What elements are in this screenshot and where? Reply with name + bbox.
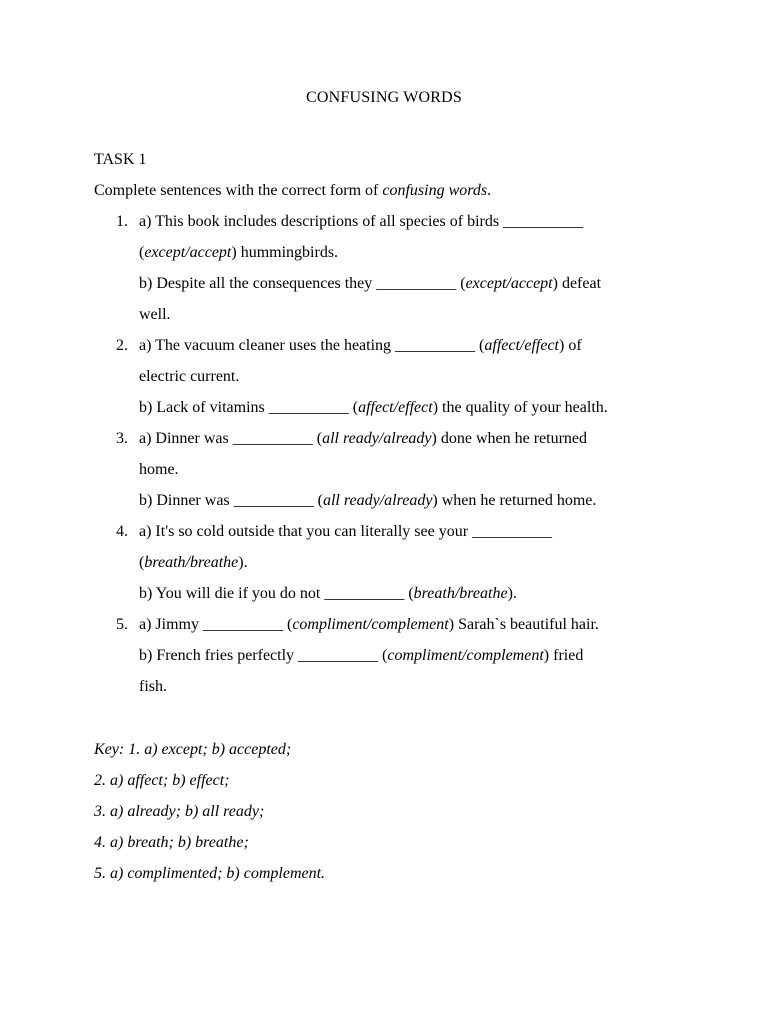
word-choice: affect/effect (484, 337, 559, 354)
sentence-text: fish. (139, 678, 167, 695)
exercise-line (0, 461, 768, 492)
word-choice: except/accept (465, 275, 553, 292)
word-choice: all ready/already (322, 430, 432, 447)
exercise-line (0, 554, 768, 585)
sentence-text: ( (139, 554, 145, 571)
item-number: 2. (116, 337, 128, 354)
exercise-list (0, 213, 768, 709)
sentence-text: ) fried (543, 647, 584, 664)
exercise-line (0, 399, 768, 430)
exercise-line (0, 678, 768, 709)
answer-key (94, 741, 325, 896)
exercise-line (0, 368, 768, 399)
sentence-text: a) The vacuum cleaner uses the heating __________ ( (139, 337, 485, 354)
sentence-text: ). (238, 554, 248, 571)
item-number: 1. (116, 213, 128, 230)
instruction-end: . (487, 182, 492, 199)
word-choice: except/accept (144, 244, 232, 261)
item-number: 3. (116, 430, 128, 447)
sentence-text: ) done when he returned (431, 430, 588, 447)
exercise-line (0, 647, 768, 678)
exercise-line (0, 244, 768, 275)
sentence-text: ) Sarah`s beautiful hair. (448, 616, 599, 633)
sentence-text: ( (139, 244, 145, 261)
task-heading: TASK 1 (94, 151, 147, 168)
exercise-line (0, 585, 768, 616)
sentence-text: ). (507, 585, 517, 602)
sentence-text: b) You will die if you do not __________ ( (139, 585, 414, 602)
exercise-line (0, 275, 768, 306)
instruction-italic: confusing words (382, 182, 488, 199)
exercise-line (0, 616, 768, 647)
sentence-text: ) defeat (552, 275, 602, 292)
sentence-text: electric current. (139, 368, 240, 385)
sentence-text: a) Dinner was __________ ( (139, 430, 323, 447)
sentence-text: well. (139, 306, 171, 323)
key-line: 2. a) affect; b) effect; (94, 772, 230, 789)
sentence-text: b) Lack of vitamins __________ ( (139, 399, 359, 416)
item-number: 4. (116, 523, 128, 540)
sentence-text: b) Dinner was __________ ( (139, 492, 323, 509)
key-line: Key: 1. a) except; b) accepted; (94, 741, 292, 758)
sentence-text: b) French fries perfectly __________ ( (139, 647, 388, 664)
instruction-text: Complete sentences with the correct form of (94, 182, 383, 199)
key-line: 5. a) complimented; b) complement. (94, 865, 326, 882)
sentence-text: ) the quality of your health. (432, 399, 608, 416)
sentence-text: a) It's so cold outside that you can literally see your __________ (139, 523, 553, 540)
key-line: 3. a) already; b) all ready; (94, 803, 265, 820)
sentence-text: ) when he returned home. (432, 492, 597, 509)
exercise-line (0, 213, 768, 244)
word-choice: all ready/already (322, 492, 433, 509)
sentence-text: a) This book includes descriptions of all species of birds __________ (139, 213, 584, 230)
key-line: 4. a) breath; b) breathe; (94, 834, 249, 851)
sentence-text: ) of (559, 337, 582, 354)
word-choice: compliment/complement (387, 647, 544, 664)
exercise-line (0, 337, 768, 368)
sentence-text: b) Despite all the consequences they __________ ( (139, 275, 466, 292)
exercise-line (0, 523, 768, 554)
item-number: 5. (116, 616, 128, 633)
word-choice: breath/breathe (413, 585, 508, 602)
sentence-text: home. (139, 461, 179, 478)
exercise-line (0, 430, 768, 461)
word-choice: compliment/complement (292, 616, 449, 633)
sentence-text: a) Jimmy __________ ( (139, 616, 293, 633)
word-choice: breath/breathe (144, 554, 239, 571)
exercise-line (0, 492, 768, 523)
word-choice: affect/effect (358, 399, 433, 416)
instruction (94, 182, 491, 200)
page-title: CONFUSING WORDS (305, 89, 463, 106)
sentence-text: ) hummingbirds. (231, 244, 339, 261)
exercise-line (0, 306, 768, 337)
